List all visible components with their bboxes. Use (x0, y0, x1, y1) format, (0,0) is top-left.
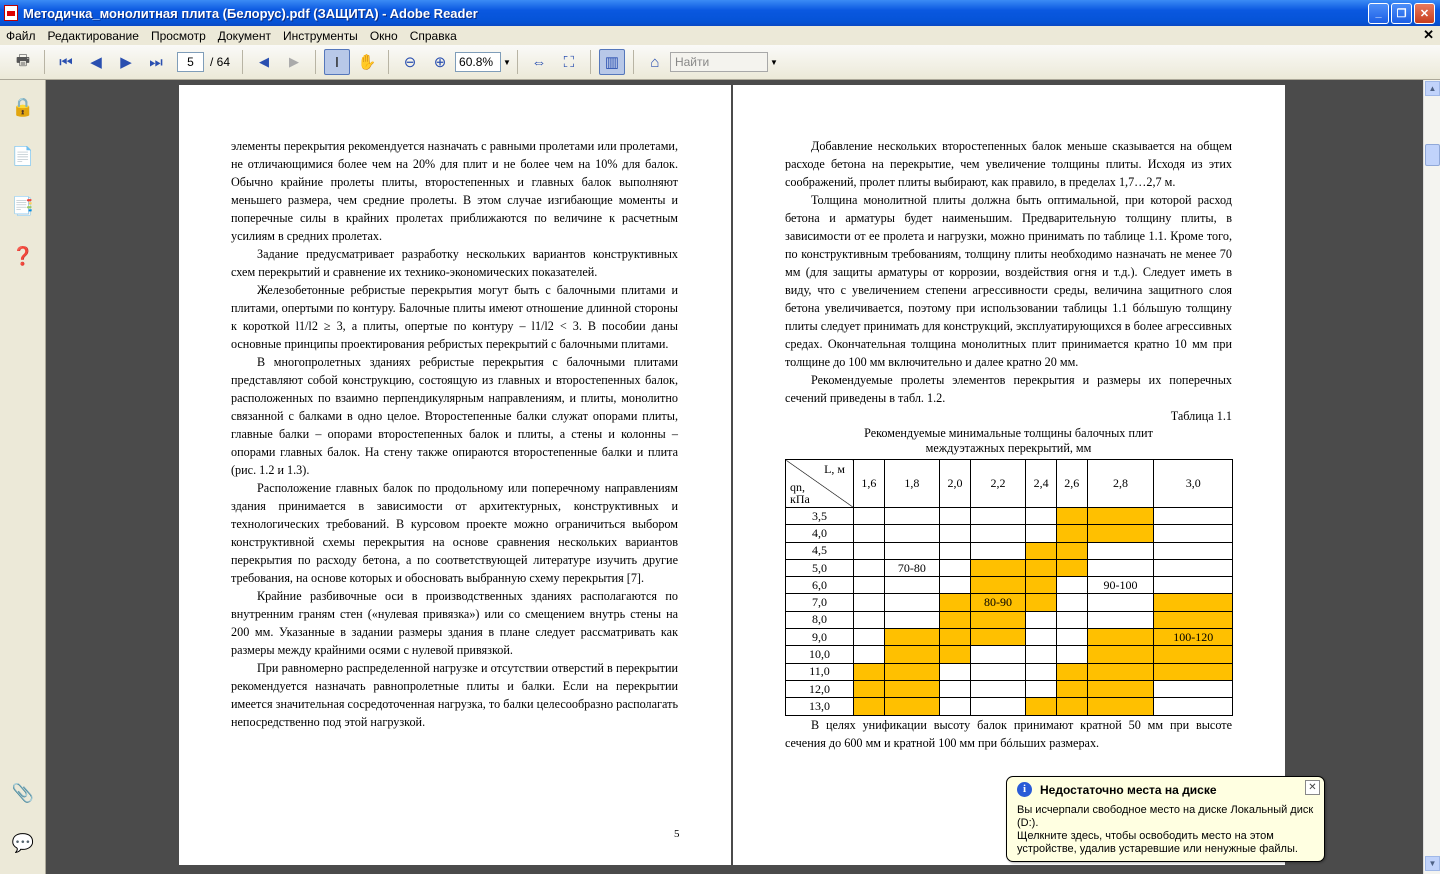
table-cell (1087, 508, 1154, 525)
help-icon[interactable]: ❓ (11, 245, 35, 266)
pages-icon[interactable]: 📄 (11, 145, 35, 166)
select-tool-icon[interactable]: I (324, 49, 350, 75)
toolbar-separator (44, 50, 45, 74)
table-cell (854, 663, 885, 680)
row-header: 6,0 (786, 577, 854, 594)
table-cell (940, 646, 971, 663)
comments-icon[interactable]: 💬 (11, 832, 35, 853)
table-cell (1087, 542, 1154, 559)
table-cell (854, 525, 885, 542)
paragraph: Толщина монолитной плиты должна быть оптимальной, при которой расход бетона и арматуры будет наименьшим. Предварительную толщину плиты, в зависимости от ее пролета и нагрузки, можно принимать по таблице 1.1. Кроме того, по конструктивным требованиям, толщину плиты необходимо назначать не менее 70 мм (для защиты арматуры от коррозии, воздействия огня и т.д.). Следует иметь в виду, что с увеличением степени агрессивности среды, величина защитного слоя бетона увеличивается, поэтому при использовании таблицы 1.1 бóльшую толщину плиты следует принимать для конструкций, эксплуатирующихся в более агрессивных средах. Окончательная толщина монолитных плит принимается кратно 10 мм при толщине до 100 мм включительно и далее кратно 20 мм. (785, 193, 1232, 369)
column-header: 1,8 (884, 460, 940, 508)
table-cell (854, 646, 885, 663)
corner-q: qn, (790, 480, 805, 494)
lock-icon[interactable]: 🔒 (11, 96, 35, 117)
corner-label-l: L, м (824, 462, 845, 476)
table-cell (1154, 559, 1233, 576)
table-cell (1087, 594, 1154, 611)
info-icon: i (1017, 782, 1032, 797)
paragraph: Крайние разбивочные оси в производственных зданиях располагаются по внутренним граням стен («нулевая привязка») или со смещением внутрь стены на 200 мм. Указанные в задании размеры здания в плане следует рассматривать как размеры между крайними осями с нулевой привязкой. (231, 589, 678, 657)
table-cell (970, 646, 1026, 663)
table-cell (940, 680, 971, 697)
minimize-button[interactable]: _ (1368, 3, 1389, 24)
toolbar (0, 45, 1440, 80)
paragraph: Железобетонные ребристые перекрытия могут быть с балочными плитами и плитами, опертыми по контуру. Балочные плиты имеют отношение длинной стороны к короткой l1/l2 ≥ 3, а плиты, опертые по контуру – l1/l2 < 3. В пособии даны основные принципы проектирования ребристых перекрытий с балочными плитами. (231, 283, 678, 351)
table-cell (1154, 611, 1233, 628)
table-row (786, 559, 1233, 576)
page-total: / 64 (210, 55, 231, 69)
table-cell (1154, 525, 1233, 542)
table-cell (1026, 508, 1057, 525)
row-header: 4,5 (786, 542, 854, 559)
corner-label-q (790, 481, 810, 505)
scroll-down-icon[interactable]: ▼ (1425, 856, 1440, 871)
table-cell (854, 577, 885, 594)
table-cell (854, 542, 885, 559)
table-row (786, 698, 1233, 715)
row-header: 3,5 (786, 508, 854, 525)
toolbar-separator (517, 50, 518, 74)
table-caption: Таблица 1.1 (1170, 409, 1232, 423)
paragraph: В целях унификации высоту балок принимают кратной 50 мм при высоте сечения до 600 мм и кратной 100 мм при бóльших размерах. (785, 717, 1232, 750)
table-cell (1056, 698, 1087, 715)
table-cell (1154, 680, 1233, 697)
table-cell (1056, 611, 1087, 628)
table-cell (970, 577, 1026, 594)
table-cell (940, 508, 971, 525)
table-cell (1154, 646, 1233, 663)
table-cell (1087, 646, 1154, 663)
first-page-icon[interactable]: ⏮ (59, 53, 73, 71)
attachments-icon[interactable]: 📎 (11, 782, 35, 803)
next-page-icon[interactable]: ▶ (120, 54, 132, 71)
table-cell: 80-90 (970, 594, 1026, 611)
table-cell (940, 629, 971, 646)
table-row (786, 646, 1233, 663)
navigation-panel (0, 80, 46, 874)
window-title: Методичка_монолитная плита (Белорус).pdf (ЗАЩИТА) - Adobe Reader (23, 5, 478, 21)
table-cell (970, 542, 1026, 559)
table-cell (970, 663, 1026, 680)
table-cell (1026, 646, 1057, 663)
table-cell (884, 663, 940, 680)
table-cell (1026, 577, 1057, 594)
pdf-page-6 (733, 85, 1285, 865)
window-titlebar[interactable] (0, 0, 1440, 26)
table-cell: 70-80 (884, 559, 940, 576)
table-cell (1026, 542, 1057, 559)
toolbar-separator (242, 50, 243, 74)
table-title-line: междуэтажных перекрытий, мм (925, 441, 1092, 455)
toolbar-separator (633, 50, 634, 74)
table-cell (1154, 542, 1233, 559)
table-cell (884, 698, 940, 715)
previous-page-icon[interactable]: ◀ (90, 54, 102, 71)
menu-help[interactable]: Справка (409, 28, 457, 43)
paragraph: Добавление нескольких второстепенных балок меньше сказывается на общем расходе бетона на перекрытие, чем увеличение толщины плиты. Исходя из этих соображений, пролет плиты выбирают, как правило, в пределах 1,7…2,7 м. (785, 139, 1232, 189)
table-cell (884, 508, 940, 525)
row-header: 9,0 (786, 629, 854, 646)
disk-space-notification[interactable] (1006, 776, 1325, 862)
column-header: 3,0 (1154, 460, 1233, 508)
zoom-dropdown-icon[interactable]: ▼ (503, 57, 511, 67)
table-header-row (786, 460, 1233, 508)
table-cell (1056, 646, 1087, 663)
table-cell (884, 680, 940, 697)
vertical-scrollbar[interactable] (1423, 80, 1440, 874)
column-header: 2,8 (1087, 460, 1154, 508)
table-cell (1056, 525, 1087, 542)
paragraph: элементы перекрытия рекомендуется назначать с равными пролетами или пролетами, не отличающимися более чем на 20% для плит и не более чем на 10% для балок. Обычно крайние пролеты плиты, второстепенных и главных балок выполняют меньшего размера, чем средние пролеты. В этом случае изгибающие моменты и поперечные силы в крайних пролетах приближаются по величине к расчетным усилиям в средних пролетах. (231, 139, 678, 243)
table-cell (884, 542, 940, 559)
table-cell: 100-120 (1154, 629, 1233, 646)
table-cell (1026, 525, 1057, 542)
table-row (786, 508, 1233, 525)
table-cell (1026, 594, 1057, 611)
table-cell (1056, 629, 1087, 646)
close-document-icon[interactable]: ✕ (1423, 27, 1434, 42)
table-cell (1087, 680, 1154, 697)
notification-title: Недостаточно места на диске (1040, 783, 1217, 797)
menu-file[interactable]: Файл (6, 28, 36, 43)
table-cell (970, 698, 1026, 715)
toolbar-separator (388, 50, 389, 74)
table-cell (1154, 698, 1233, 715)
table-cell (1056, 577, 1087, 594)
table-cell (940, 663, 971, 680)
table-cell (884, 577, 940, 594)
menu-bar (0, 26, 1440, 45)
slab-thickness-table (785, 459, 1233, 716)
zoom-input[interactable]: 60.8% (455, 52, 501, 72)
column-header: 2,0 (940, 460, 971, 508)
pdf-file-icon (4, 5, 18, 21)
row-header: 8,0 (786, 611, 854, 628)
table-cell (854, 698, 885, 715)
table-row (786, 542, 1233, 559)
pdf-page-5 (179, 85, 731, 865)
page-number-input[interactable]: 5 (177, 52, 204, 72)
menu-edit[interactable]: Редактирование (47, 28, 139, 43)
table-cell (940, 542, 971, 559)
table-cell (884, 611, 940, 628)
menu-tools[interactable]: Инструменты (282, 28, 358, 43)
table-cell (1087, 525, 1154, 542)
row-header: 10,0 (786, 646, 854, 663)
table-cell (884, 646, 940, 663)
fit-width-icon[interactable]: ⇔ (531, 53, 547, 71)
table-cell (854, 680, 885, 697)
row-header: 4,0 (786, 525, 854, 542)
table-cell (1026, 663, 1057, 680)
table-title-line: Рекомендуемые минимальные толщины балочных плит (864, 426, 1153, 440)
table-cell (1026, 611, 1057, 628)
table-cell (1026, 698, 1057, 715)
hand-tool-icon[interactable]: ✋ (357, 54, 377, 71)
row-header: 13,0 (786, 698, 854, 715)
paragraph: Расположение главных балок по продольному или поперечному направлениям здания принимается в зависимости от архитектурных, конструктивных и технологических требований. В курсовом проекте можно ограничиться выбором конструктивной схемы перекрытия на основе сравнения нескольких вариантов перекрытия по расходу бетона, а по соответствующей литературе изучить другие требования, на основе которых и обосновать выбранную схему перекрытия [7]. (231, 481, 678, 585)
zoom-out-icon[interactable]: ⊖ (403, 54, 417, 71)
table-cell (1087, 611, 1154, 628)
table-row (786, 611, 1233, 628)
page-6-text (785, 137, 1232, 752)
find-dropdown-icon[interactable]: ▼ (769, 57, 778, 67)
paragraph: Задание предусматривает разработку нескольких вариантов конструктивных схем перекрытий и сравнение их технико-экономических показателей. (231, 247, 678, 279)
table-cell (940, 611, 971, 628)
table-cell (970, 559, 1026, 576)
toolbar-separator (590, 50, 591, 74)
table-cell (884, 629, 940, 646)
table-cell (1087, 698, 1154, 715)
table-cell (1026, 680, 1057, 697)
table-cell (1056, 542, 1087, 559)
table-cell (1056, 559, 1087, 576)
table-cell (854, 629, 885, 646)
table-cell (884, 594, 940, 611)
restore-button[interactable]: ❐ (1391, 3, 1412, 24)
table-cell (1056, 680, 1087, 697)
table-cell (1154, 577, 1233, 594)
notification-close-icon[interactable]: ✕ (1305, 780, 1320, 795)
menu-document[interactable]: Документ (217, 28, 271, 43)
two-page-view-icon[interactable]: ▥ (599, 49, 625, 75)
table-row (786, 663, 1233, 680)
column-header: 2,2 (970, 460, 1026, 508)
table-cell (1056, 663, 1087, 680)
table-cell (940, 594, 971, 611)
table-cell (970, 508, 1026, 525)
table-row (786, 577, 1233, 594)
table-cell (940, 698, 971, 715)
row-header: 11,0 (786, 663, 854, 680)
table-row (786, 525, 1233, 542)
table-row (786, 629, 1233, 646)
menu-view[interactable]: Просмотр (150, 28, 206, 43)
notification-message: Вы исчерпали свободное место на диске Локальный диск (D:). (1017, 804, 1314, 829)
page-number: 5 (674, 828, 680, 840)
paragraph: Рекомендуемые пролеты элементов перекрытия и размеры их поперечных сечений приведены в табл. 1.2. (785, 373, 1232, 405)
row-header: 12,0 (786, 680, 854, 697)
table-cell (970, 680, 1026, 697)
table-cell (1087, 663, 1154, 680)
find-input[interactable]: Найти (670, 52, 768, 72)
table-cell (1154, 663, 1233, 680)
page-5-text (231, 137, 678, 731)
table-cell (940, 525, 971, 542)
toolbar-separator (315, 50, 316, 74)
bookmarks-icon[interactable]: 📑 (11, 195, 35, 216)
previous-view-icon[interactable]: ◀ (259, 54, 270, 69)
table-corner-cell (786, 460, 854, 508)
scroll-up-icon[interactable]: ▲ (1425, 81, 1440, 96)
next-view-icon[interactable]: ▶ (289, 54, 300, 69)
column-header: 2,4 (1026, 460, 1057, 508)
table-cell (884, 525, 940, 542)
table-cell (1056, 508, 1087, 525)
close-window-button[interactable]: ✕ (1414, 3, 1435, 24)
corner-unit: кПа (790, 492, 810, 506)
table-cell (940, 577, 971, 594)
scroll-thumb[interactable] (1425, 144, 1440, 166)
table-cell (970, 629, 1026, 646)
table-cell (1087, 629, 1154, 646)
fit-page-icon[interactable]: ⛶ (563, 53, 575, 71)
table-cell (854, 559, 885, 576)
table-cell (970, 525, 1026, 542)
document-viewer[interactable] (46, 80, 1423, 874)
table-cell (1087, 559, 1154, 576)
table-cell: 90-100 (1087, 577, 1154, 594)
zoom-in-icon[interactable]: ⊕ (433, 54, 447, 71)
table-cell (970, 611, 1026, 628)
table-row (786, 594, 1233, 611)
table-cell (940, 559, 971, 576)
last-page-icon[interactable]: ⏭ (149, 53, 163, 71)
table-cell (1026, 629, 1057, 646)
table-cell (1154, 508, 1233, 525)
row-header: 7,0 (786, 594, 854, 611)
notification-action[interactable]: Щелкните здесь, чтобы освободить место на этом устройстве, удалив устаревшие или ненужные файлы. (1017, 830, 1298, 855)
table-cell (854, 508, 885, 525)
table-cell (1026, 559, 1057, 576)
table-cell (1154, 594, 1233, 611)
row-header: 5,0 (786, 559, 854, 576)
table-cell (1056, 594, 1087, 611)
table-title (785, 426, 1232, 456)
paragraph: При равномерно распределенной нагрузке и отсутствии отверстий в перекрытии рекомендуется назначать равнопролетные плиты и балки. Если на перекрытии имеется значительная сосредоточенная нагрузка, то балки целесообразно располагать непосредственно под этой нагрузкой. (231, 661, 678, 729)
table-cell (854, 611, 885, 628)
menu-window[interactable]: Окно (369, 28, 398, 43)
print-icon[interactable]: 🖶 (15, 51, 31, 69)
table-cell (854, 594, 885, 611)
table-row (786, 680, 1233, 697)
column-header: 2,6 (1056, 460, 1087, 508)
home-icon[interactable]: ⌂ (650, 53, 660, 71)
column-header: 1,6 (854, 460, 885, 508)
paragraph: В многопролетных зданиях ребристые перекрытия с балочными плитами представляют собой конструкцию, состоящую из главных и второстепенных балок, расположенных по взаимно перпендикулярным направлениям, и плиты, монолитно связанной с балками в одно целое. Второстепенные балки служат опорами плиты, главные балки – опорами второстепенных балок и плиты, а стены и колонны – опорами главных балок. На стену также опираются второстепенные балки и плита (рис. 1.2 и 1.3). (231, 355, 678, 477)
